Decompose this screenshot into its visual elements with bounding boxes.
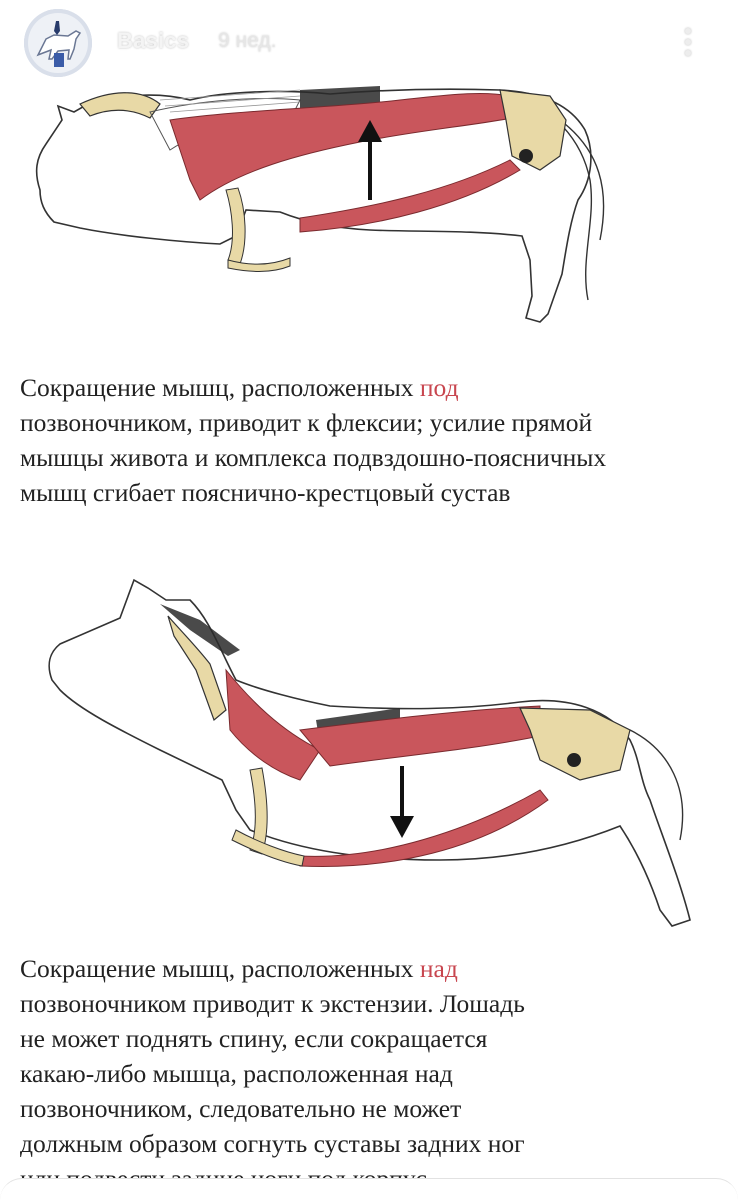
horse-extension-illustration [0,560,738,960]
caption-flexion-line2: позвоночником, приводит к флексии; усилие прямой [20,408,593,437]
more-vertical-icon [685,28,691,34]
caption-flexion-line4: мышц сгибает пояснично-крестцовый сустав [20,478,511,507]
username[interactable]: Basics [117,28,190,53]
timestamp: 9 нед. [218,29,277,52]
arrow-down-icon [390,766,414,838]
caption-extension-line1: Сокращение мышц, расположенных [20,954,420,983]
caption-flexion [20,370,730,510]
caption-extension-line6: должным образом согнуть суставы задних ног [20,1129,525,1158]
caption-flexion-line3: мышцы живота и комплекса подвздошно-поясничных [20,443,607,472]
reply-bar[interactable] [0,1178,738,1201]
caption-extension-highlight: над [419,954,458,983]
caption-flexion-highlight: под [419,373,459,402]
caption-flexion-line1: Сокращение мышц, расположенных [20,373,420,402]
caption-extension-line4: какаю-либо мышца, расположенная над [20,1059,453,1088]
caption-extension-line2: позвоночником приводит к экстензии. Лошадь [20,989,525,1018]
caption-extension [20,951,720,1196]
caption-extension-line5: позвоночником, следовательно не может [20,1094,462,1123]
more-options-button[interactable] [676,22,700,62]
horse-flexion-illustration [0,60,738,350]
caption-extension-line3: не может поднять спину, если сокращается [20,1024,488,1053]
